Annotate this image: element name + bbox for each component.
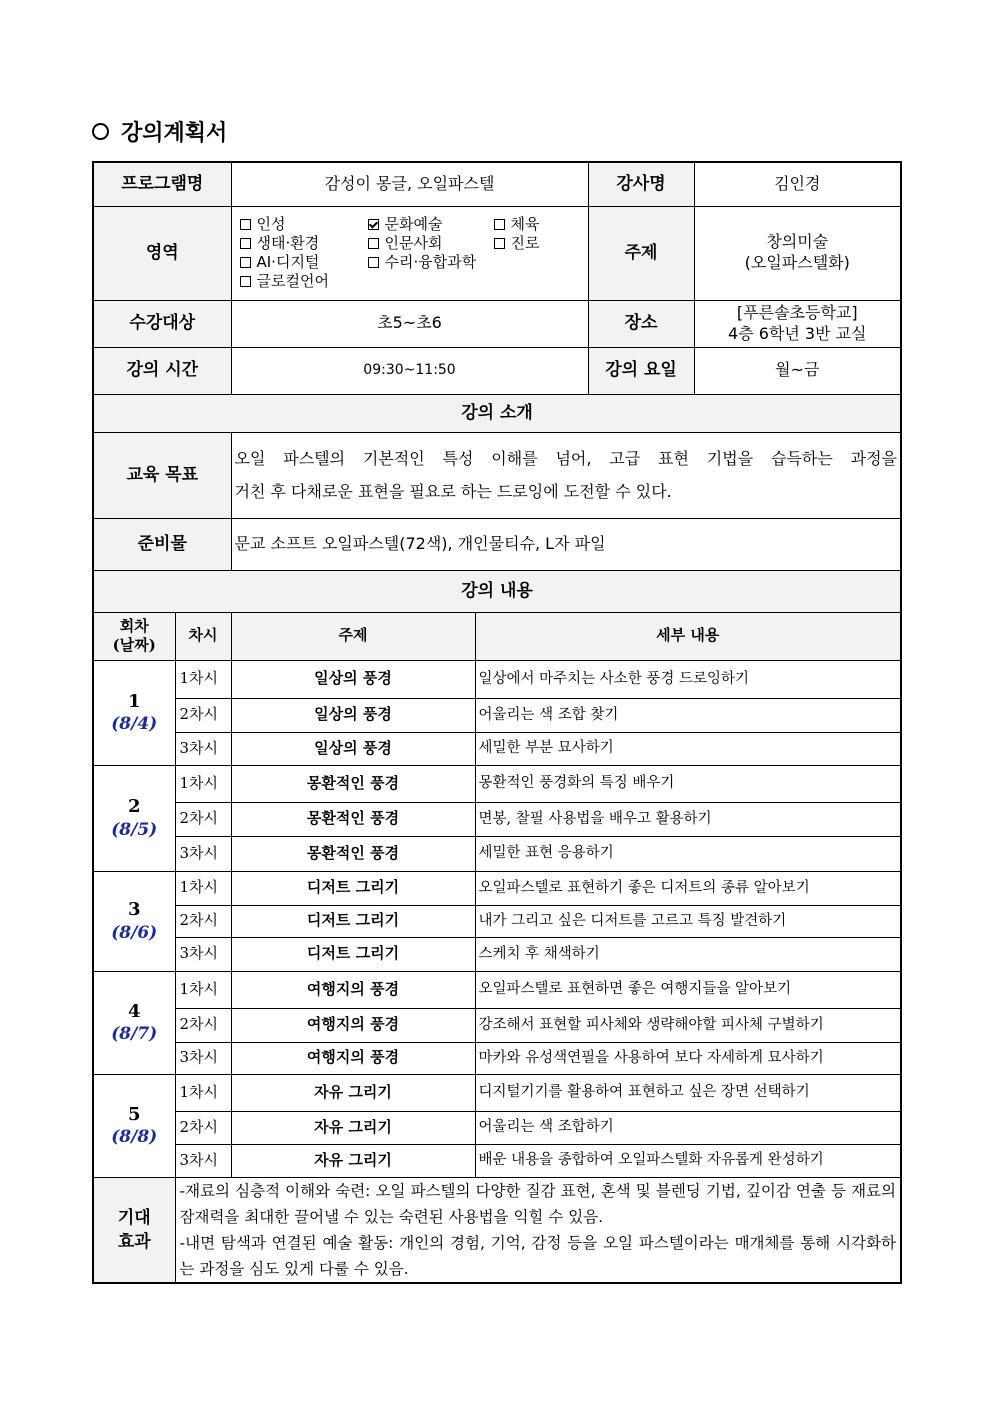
day-label: 강의 요일 — [588, 347, 694, 394]
program-value: 감성이 몽글, 오일파스텔 — [231, 162, 588, 206]
area-checkbox[interactable]: 체육 — [494, 215, 540, 234]
detail-cell: 배운 내용을 종합하여 오일파스텔화 자유롭게 완성하기 — [475, 1144, 901, 1177]
topic-cell: 일상의 풍경 — [231, 698, 475, 732]
detail-cell: 세밀한 부분 묘사하기 — [475, 732, 901, 765]
table-row — [93, 1111, 901, 1144]
checkbox-icon — [368, 238, 379, 249]
table-row — [93, 1008, 901, 1042]
period-cell: 3차시 — [175, 1042, 231, 1074]
program-label: 프로그램명 — [93, 162, 231, 206]
table-row — [93, 1144, 901, 1177]
checkbox-icon — [368, 257, 379, 268]
place-label: 장소 — [588, 300, 694, 347]
col-session-header: 회차 (날짜) — [93, 612, 175, 660]
period-cell: 1차시 — [175, 765, 231, 802]
topic-cell: 여행지의 풍경 — [231, 1042, 475, 1074]
checked-checkbox-icon — [368, 219, 379, 230]
period-cell: 2차시 — [175, 905, 231, 937]
table-row — [93, 698, 901, 732]
time-value: 09:30~11:50 — [231, 347, 588, 394]
topic-cell: 일상의 풍경 — [231, 660, 475, 698]
detail-cell: 면봉, 찰필 사용법을 배우고 활용하기 — [475, 802, 901, 836]
table-row — [93, 905, 901, 937]
session-date: (8/6) — [111, 922, 158, 943]
period-cell: 3차시 — [175, 732, 231, 765]
session-cell — [93, 660, 175, 765]
topic-cell: 여행지의 풍경 — [231, 971, 475, 1008]
period-cell: 2차시 — [175, 698, 231, 732]
topic-cell: 자유 그리기 — [231, 1111, 475, 1144]
topic-cell: 몽환적인 풍경 — [231, 802, 475, 836]
topic-cell: 디저트 그리기 — [231, 937, 475, 971]
topic-cell: 자유 그리기 — [231, 1144, 475, 1177]
goal-label: 교육 목표 — [93, 432, 231, 518]
document-title-text: 강의계획서 — [121, 120, 228, 146]
session-cell — [93, 871, 175, 971]
period-cell: 1차시 — [175, 660, 231, 698]
effect-item: -내면 탐색과 연결된 예술 활동: 개인의 경험, 기억, 감정 등을 오일 파스텔이라는 매개체를 통해 시각화하는 과정을 심도 있게 다룰 수 있음. — [179, 1233, 897, 1278]
content-section-header: 강의 내용 — [93, 570, 901, 612]
session-date: (8/5) — [111, 819, 158, 840]
table-row — [93, 732, 901, 765]
detail-cell: 어울리는 색 조합 찾기 — [475, 698, 901, 732]
area-checkbox[interactable]: AI·디지털 — [240, 253, 368, 272]
detail-cell: 오일파스텔로 표현하면 좋은 여행지들을 알아보기 — [475, 971, 901, 1008]
period-cell: 1차시 — [175, 871, 231, 905]
detail-cell: 오일파스텔로 표현하기 좋은 디저트의 종류 알아보기 — [475, 871, 901, 905]
day-value: 월~금 — [694, 347, 901, 394]
area-checkbox[interactable]: 인성 — [240, 215, 368, 234]
area-label: 영역 — [93, 206, 231, 300]
intro-section-header: 강의 소개 — [93, 394, 901, 432]
area-checkbox[interactable]: 수리·융합과학 — [368, 253, 477, 272]
area-checkbox[interactable]: 글로컬언어 — [240, 272, 329, 291]
detail-cell: 어울리는 색 조합하기 — [475, 1111, 901, 1144]
topic-cell: 자유 그리기 — [231, 1074, 475, 1111]
checkbox-icon — [240, 276, 251, 287]
instructor-label: 강사명 — [588, 162, 694, 206]
target-value: 초5~초6 — [231, 300, 588, 347]
theme-label: 주제 — [588, 206, 694, 300]
session-cell — [93, 1074, 175, 1177]
checkbox-icon — [240, 257, 251, 268]
instructor-value: 김인경 — [694, 162, 901, 206]
table-row — [93, 836, 901, 871]
goal-value: 오일 파스텔의 기본적인 특성 이해를 넘어, 고급 표현 기법을 습득하는 과정을 거친 후 다채로운 표현을 필요로 하는 드로잉에 도전할 수 있다. — [231, 432, 901, 518]
topic-cell: 디저트 그리기 — [231, 871, 475, 905]
period-cell: 2차시 — [175, 1008, 231, 1042]
col-detail-header: 세부 내용 — [475, 612, 901, 660]
session-number: 4 — [127, 1000, 141, 1022]
target-label: 수강대상 — [93, 300, 231, 347]
topic-cell: 디저트 그리기 — [231, 905, 475, 937]
period-cell: 3차시 — [175, 1144, 231, 1177]
materials-value: 문교 소프트 오일파스텔(72색), 개인물티슈, L자 파일 — [231, 518, 901, 570]
table-row — [93, 1042, 901, 1074]
circle-bullet-icon — [92, 123, 109, 140]
topic-cell: 일상의 풍경 — [231, 732, 475, 765]
area-checkbox[interactable]: 문화예술 — [368, 215, 494, 234]
detail-cell: 강조해서 표현할 피사체와 생략해야할 피사체 구별하기 — [475, 1008, 901, 1042]
session-number: 3 — [127, 899, 141, 921]
checkbox-icon — [494, 219, 505, 230]
table-row — [93, 765, 901, 802]
detail-cell: 마카와 유성색연필을 사용하여 보다 자세하게 묘사하기 — [475, 1042, 901, 1074]
session-cell — [93, 971, 175, 1074]
effect-label: 기대 효과 — [93, 1177, 175, 1283]
table-row — [93, 802, 901, 836]
session-number: 5 — [127, 1103, 141, 1125]
topic-cell: 몽환적인 풍경 — [231, 765, 475, 802]
detail-cell: 일상에서 마주치는 사소한 풍경 드로잉하기 — [475, 660, 901, 698]
table-row — [93, 871, 901, 905]
topic-cell: 몽환적인 풍경 — [231, 836, 475, 871]
area-checkbox[interactable]: 인문사회 — [368, 234, 494, 253]
period-cell: 3차시 — [175, 937, 231, 971]
theme-value: 창의미술 (오일파스텔화) — [694, 206, 901, 300]
session-number: 2 — [127, 796, 141, 818]
time-label: 강의 시간 — [93, 347, 231, 394]
detail-cell: 디지털기기를 활용하여 표현하고 싶은 장면 선택하기 — [475, 1074, 901, 1111]
checkbox-icon — [240, 219, 251, 230]
materials-label: 준비물 — [93, 518, 231, 570]
place-value: [푸른솔초등학교] 4층 6학년 3반 교실 — [694, 300, 901, 347]
session-cell — [93, 765, 175, 871]
col-topic-header: 주제 — [231, 612, 475, 660]
checkbox-icon — [494, 238, 505, 249]
period-cell: 3차시 — [175, 836, 231, 871]
session-date: (8/7) — [111, 1024, 158, 1045]
detail-cell: 몽환적인 풍경화의 특징 배우기 — [475, 765, 901, 802]
period-cell: 1차시 — [175, 971, 231, 1008]
session-date: (8/4) — [111, 714, 158, 735]
area-checklist — [231, 206, 588, 300]
detail-cell: 내가 그리고 싶은 디저트를 고르고 특징 발견하기 — [475, 905, 901, 937]
col-period-header: 차시 — [175, 612, 231, 660]
period-cell: 1차시 — [175, 1074, 231, 1111]
session-date: (8/8) — [111, 1127, 158, 1148]
effect-value — [175, 1177, 901, 1283]
period-cell: 2차시 — [175, 1111, 231, 1144]
document-title — [92, 116, 227, 147]
area-checkbox[interactable]: 진로 — [494, 234, 540, 253]
period-cell: 2차시 — [175, 802, 231, 836]
table-row — [93, 1074, 901, 1111]
topic-cell: 여행지의 풍경 — [231, 1008, 475, 1042]
lecture-plan-table — [92, 161, 902, 1284]
area-checkbox[interactable]: 생태·환경 — [240, 234, 368, 253]
detail-cell: 세밀한 표현 응용하기 — [475, 836, 901, 871]
table-row — [93, 937, 901, 971]
effect-item: -재료의 심층적 이해와 숙련: 오일 파스텔의 다양한 질감 표현, 혼색 및 블렌딩 기법, 깊이감 연출 등 재료의 잠재력을 최대한 끌어낼 수 있는 숙련된 사용법을 익힐 수 있음. — [179, 1181, 897, 1226]
checkbox-icon — [240, 238, 251, 249]
detail-cell: 스케치 후 채색하기 — [475, 937, 901, 971]
table-row — [93, 971, 901, 1008]
table-row — [93, 660, 901, 698]
session-number: 1 — [127, 690, 141, 712]
